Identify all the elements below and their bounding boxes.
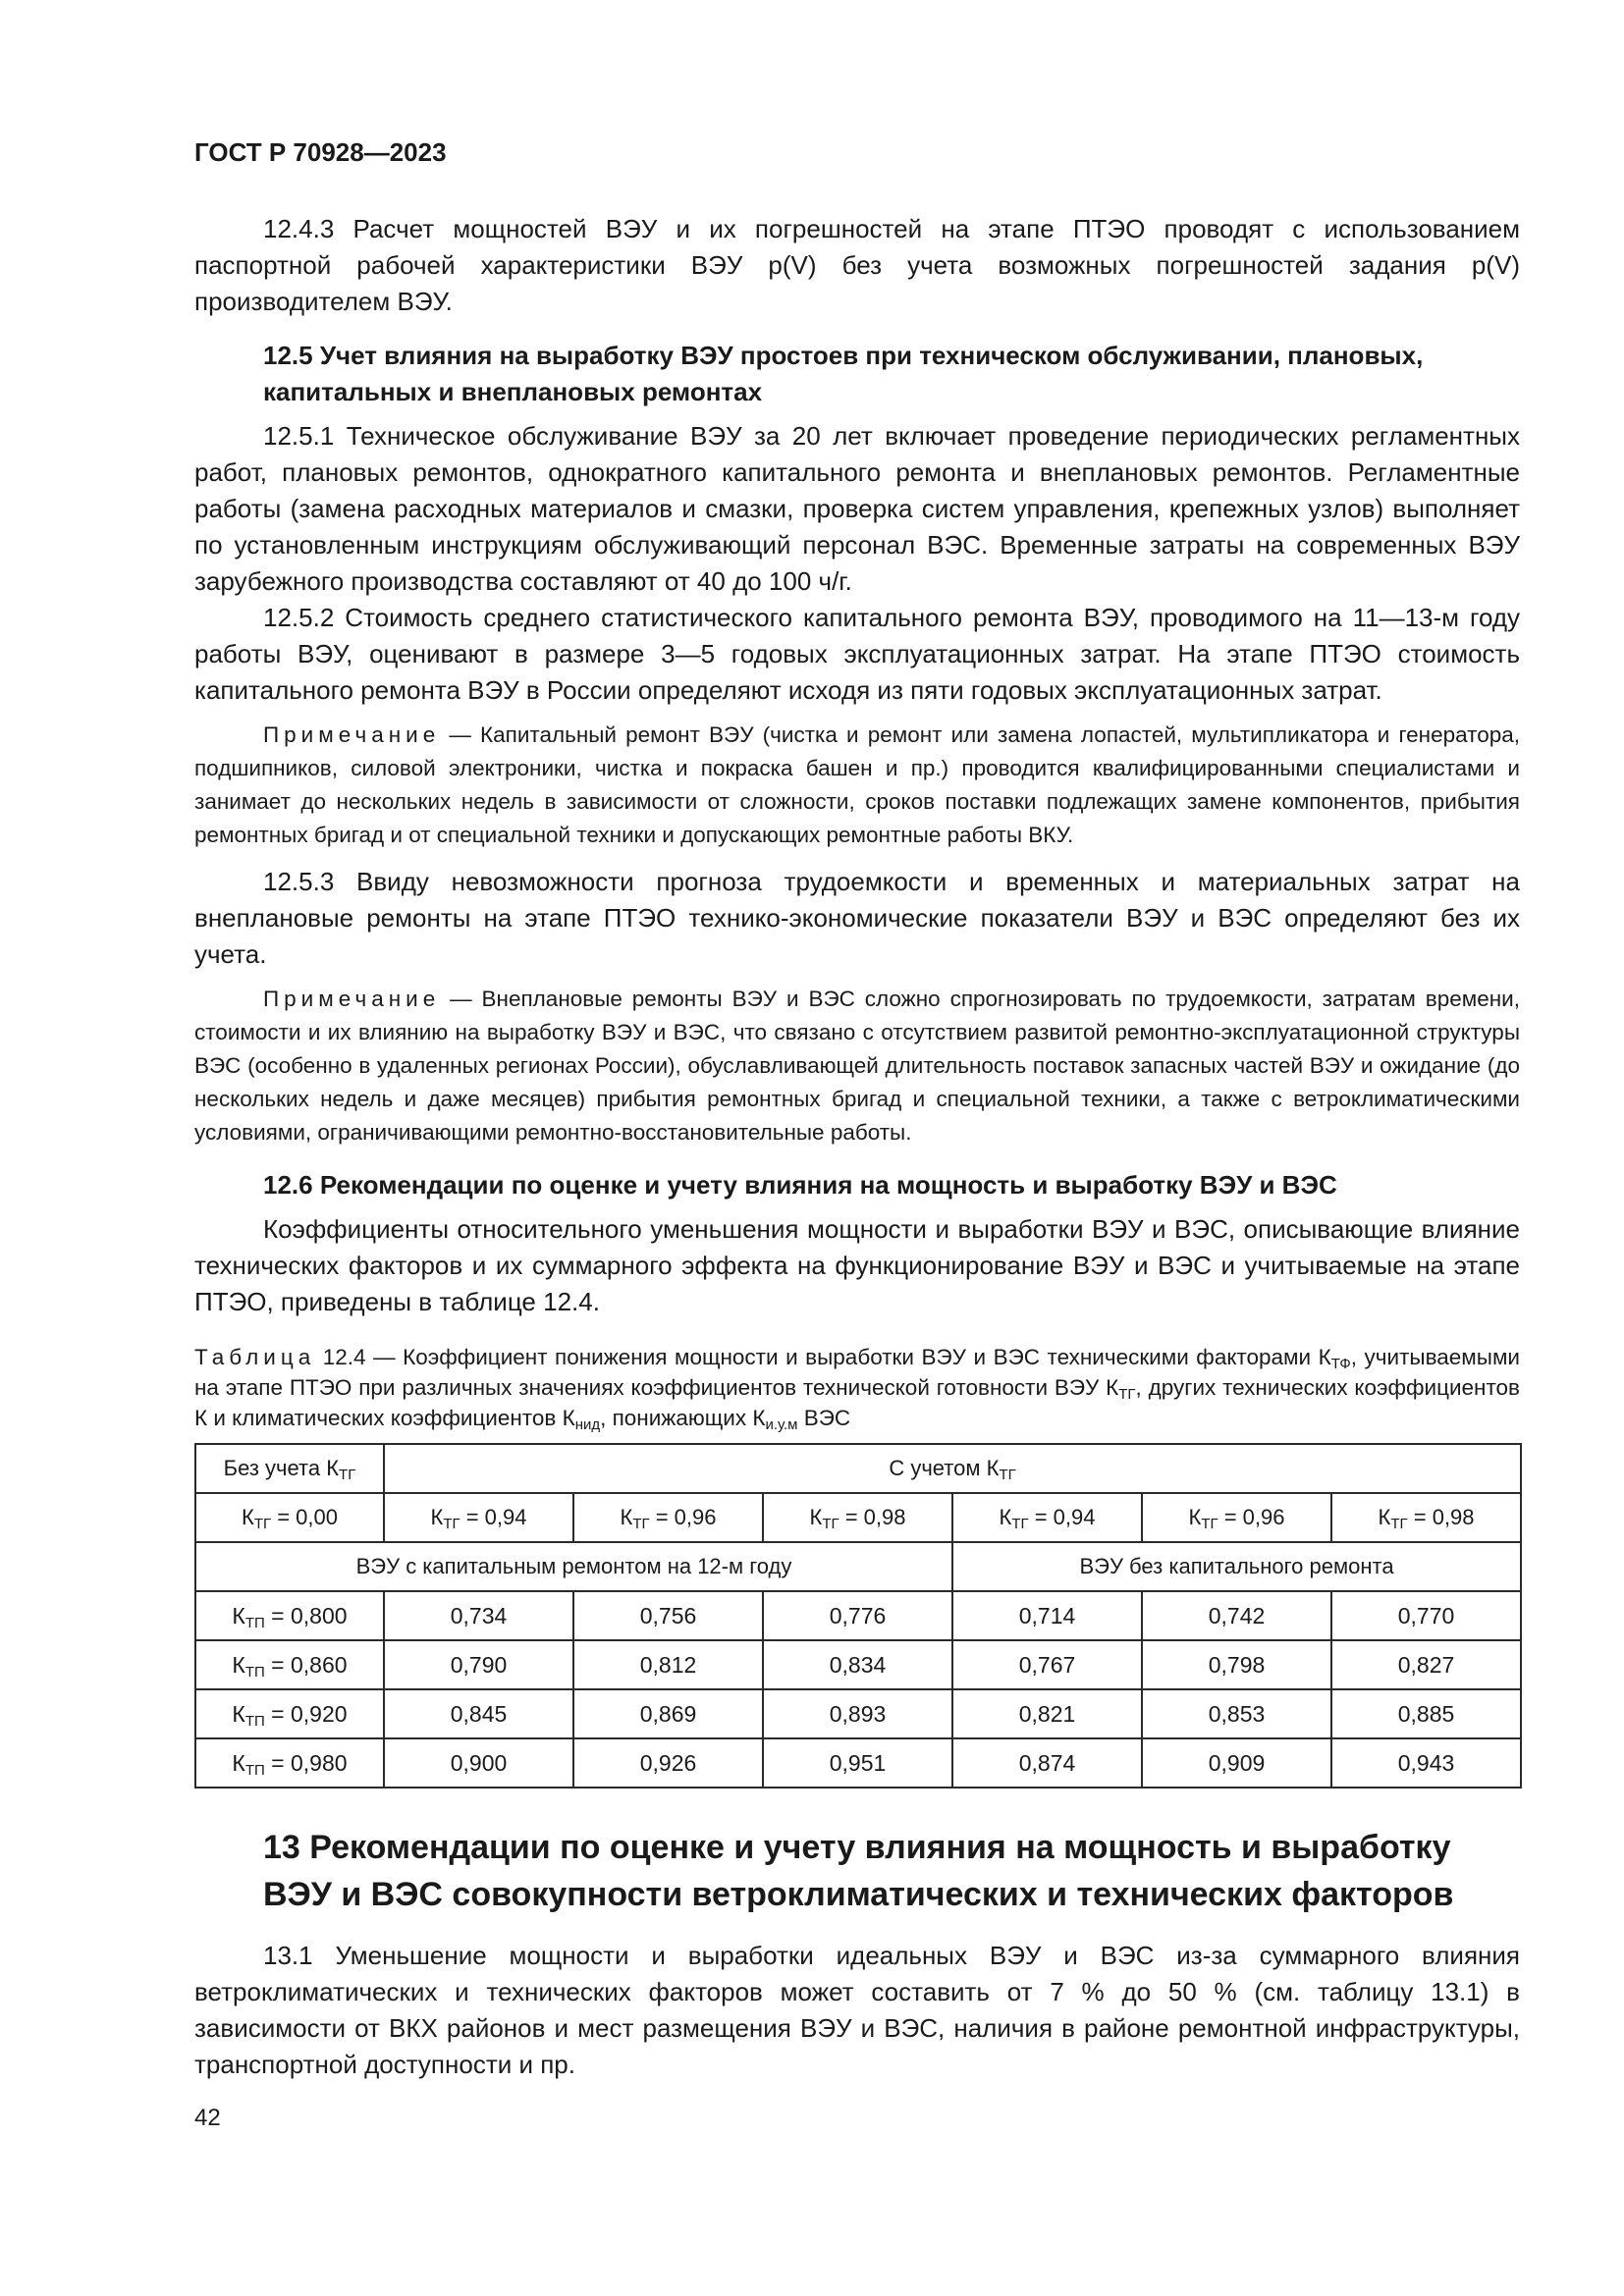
section-heading-12-5: 12.5 Учет влияния на выработку ВЭУ простоев при техническом обслуживании, плановых, капитальных и внеплановых ремонтах xyxy=(263,341,1424,406)
group-cell-with-overhaul: ВЭУ с капитальным ремонтом на 12-м году xyxy=(195,1542,952,1591)
kg-cell: $К_{ТГ} = 0,96$ xyxy=(1142,1493,1331,1542)
section-heading-13: 13 Рекомендации по оценке и учету влияния на мощность и выработку ВЭУ и ВЭС совокупности ветроклиматических и технических факторов xyxy=(263,1829,1454,1913)
ktp-cell: $К_{ТП} = 0,920$ xyxy=(195,1689,384,1738)
value-cell: 0,827 xyxy=(1331,1640,1521,1689)
note-1 xyxy=(194,719,1520,852)
value-cell: 0,943 xyxy=(1331,1738,1521,1788)
section-heading-12-6: 12.6 Рекомендации по оценке и учету влияния на мощность и выработку ВЭУ и ВЭС xyxy=(263,1170,1337,1200)
paragraph-12-4-3: 12.4.3 Расчет мощностей ВЭУ и их погрешностей на этапе ПТЭО проводят с использованием паспортной рабочей характеристики ВЭУ p(V) без учета возможных погрешностей задания p(V) производителем ВЭУ. xyxy=(194,214,1520,316)
value-cell: 0,714 xyxy=(952,1591,1142,1640)
kg-cell: $К_{ТГ} = 0,98$ xyxy=(1331,1493,1521,1542)
value-cell: 0,869 xyxy=(573,1689,763,1738)
kg-cell: $К_{ТГ} = 0,00$ xyxy=(195,1493,384,1542)
header-cell-without: Без учета $К_{ТГ}$ xyxy=(195,1444,384,1493)
ktp-cell: $К_{ТП} = 0,980$ xyxy=(195,1738,384,1788)
page-number: 42 xyxy=(194,2105,221,2131)
table-row xyxy=(195,1738,1521,1788)
paragraph-12-5-2: 12.5.2 Стоимость среднего статистического капитального ремонта ВЭУ, проводимого на 11—13-м году работы ВЭУ, оценивают в размере 3—5 годовых эксплуатационных затрат. На этапе ПТЭО стоимость капитального ремонта ВЭУ в России определяют исходя из пяти годовых эксплуатационных затрат. xyxy=(194,603,1520,705)
note-label: Примечание xyxy=(263,987,441,1011)
paragraph-12-6: Коэффициенты относительного уменьшения мощности и выработки ВЭУ и ВЭС, описывающие влияние технических факторов и их суммарного эффекта на функционирование ВЭУ и ВЭС и учитываемые на этапе ПТЭО, приведены в таблице 12.4. xyxy=(194,1214,1520,1316)
document-header: ГОСТ Р 70928—2023 xyxy=(194,137,447,167)
value-cell: 0,900 xyxy=(384,1738,573,1788)
data-table-12-4 xyxy=(194,1443,1522,1789)
value-cell: 0,853 xyxy=(1142,1689,1331,1738)
paragraph-12-5-3: 12.5.3 Ввиду невозможности прогноза трудоемкости и временных и материальных затрат на внеплановые ремонты на этапе ПТЭО технико-экономические показатели ВЭУ и ВЭС определяют без их учета. xyxy=(194,867,1520,969)
table-caption: Таблица 12.4 — Коэффициент понижения мощности и выработки ВЭУ и ВЭС техническими факторами $К_{ТФ}$, учитываемыми на этапе ПТЭО при различных значениях коэффициентов технической готовности ВЭУ $К_{ТГ}$, других технических коэффициентов К и климатических коэффициентов $К_{нид}$, понижающих $К_{и.у.м}$ ВЭС xyxy=(194,1345,1520,1433)
value-cell: 0,845 xyxy=(384,1689,573,1738)
value-cell: 0,893 xyxy=(763,1689,952,1738)
note-1-text: — Капитальный ремонт ВЭУ (чистка и ремонт или замена лопастей, мультипликатора и генератора, подшипников, силовой электроники, чистка и покраска башен и пр.) проводится квалифицированными специалистами и занимает до нескольких недель в зависимости от сложности, сроков поставки подлежащих замене компонентов, прибытия ремонтных бригад и от специальной техники и допускающих ремонтные работы ВКУ. xyxy=(194,722,1520,847)
group-cell-without-overhaul: ВЭУ без капитального ремонта xyxy=(952,1542,1521,1591)
value-cell: 0,812 xyxy=(573,1640,763,1689)
value-cell: 0,767 xyxy=(952,1640,1142,1689)
note-2-text: — Внеплановые ремонты ВЭУ и ВЭС сложно спрогнозировать по трудоемкости, затратам времени, стоимости и их влиянию на выработку ВЭУ и ВЭС, что связано с отсутствием развитой ремонтно-эксплуатационной структуры ВЭС (особенно в удаленных регионах России), обуславливающей длительность поставок запасных частей ВЭУ и ожидание (до нескольких недель и даже месяцев) прибытия ремонтных бригад и специальной техники, а также с ветроклиматическими условиями, ограничивающими ремонтно-восстановительные работы. xyxy=(194,987,1520,1145)
table-row xyxy=(195,1591,1521,1640)
kg-cell: $К_{ТГ} = 0,96$ xyxy=(573,1493,763,1542)
value-cell: 0,821 xyxy=(952,1689,1142,1738)
table-row xyxy=(195,1689,1521,1738)
value-cell: 0,742 xyxy=(1142,1591,1331,1640)
value-cell: 0,885 xyxy=(1331,1689,1521,1738)
document-page xyxy=(194,137,1520,2132)
value-cell: 0,790 xyxy=(384,1640,573,1689)
table-caption-label: Таблица xyxy=(194,1345,316,1369)
value-cell: 0,926 xyxy=(573,1738,763,1788)
value-cell: 0,734 xyxy=(384,1591,573,1640)
value-cell: 0,834 xyxy=(763,1640,952,1689)
header-cell-with: С учетом $К_{ТГ}$ xyxy=(384,1444,1521,1493)
table-group-row xyxy=(195,1542,1521,1591)
value-cell: 0,874 xyxy=(952,1738,1142,1788)
table-header-row xyxy=(195,1444,1521,1493)
ktp-cell: $К_{ТП} = 0,800$ xyxy=(195,1591,384,1640)
note-label: Примечание xyxy=(263,722,441,747)
note-2 xyxy=(194,983,1520,1149)
table-kg-row xyxy=(195,1493,1521,1542)
table-row xyxy=(195,1640,1521,1689)
value-cell: 0,756 xyxy=(573,1591,763,1640)
paragraph-12-5-1: 12.5.1 Техническое обслуживание ВЭУ за 20 лет включает проведение периодических регламентных работ, плановых ремонтов, однократного капитального ремонта и внеплановых ремонтов. Регламентные работы (замена расходных материалов и смазки, проверка систем управления, крепежных узлов) выполняет по установленным инструкциям обслуживающий персонал ВЭС. Временные затраты на современных ВЭУ зарубежного производства составляют от 40 до 100 ч/г. xyxy=(194,421,1520,596)
value-cell: 0,951 xyxy=(763,1738,952,1788)
value-cell: 0,798 xyxy=(1142,1640,1331,1689)
value-cell: 0,770 xyxy=(1331,1591,1521,1640)
ktp-cell: $К_{ТП} = 0,860$ xyxy=(195,1640,384,1689)
kg-cell: $К_{ТГ} = 0,98$ xyxy=(763,1493,952,1542)
value-cell: 0,776 xyxy=(763,1591,952,1640)
kg-cell: $К_{ТГ} = 0,94$ xyxy=(952,1493,1142,1542)
paragraph-13-1: 13.1 Уменьшение мощности и выработки идеальных ВЭУ и ВЭС из-за суммарного влияния ветроклиматических и технических факторов может составить от 7 % до 50 % (см. таблицу 13.1) в зависимости от ВКХ районов и мест размещения ВЭУ и ВЭС, наличия в районе ремонтной инфраструктуры, транспортной доступности и пр. xyxy=(194,1941,1520,2079)
value-cell: 0,909 xyxy=(1142,1738,1331,1788)
kg-cell: $К_{ТГ} = 0,94$ xyxy=(384,1493,573,1542)
